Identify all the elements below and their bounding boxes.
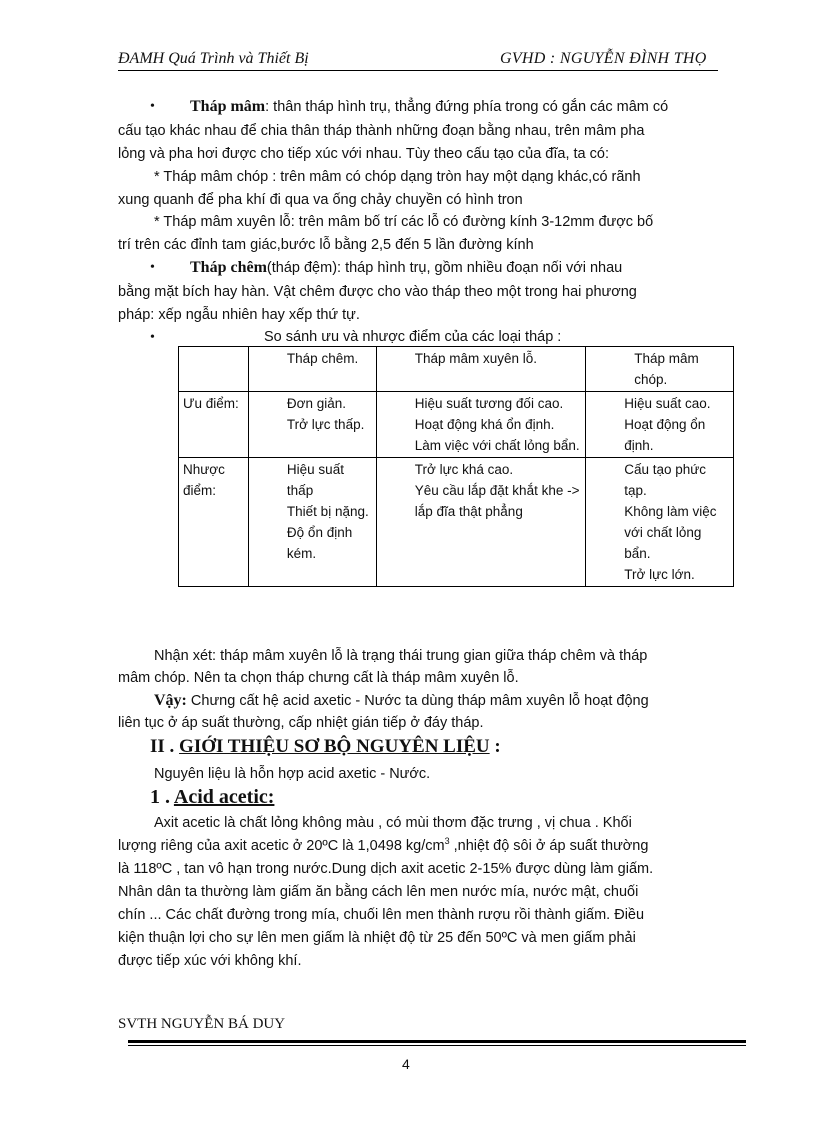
- section-ii-intro: Nguyên liệu là hỗn hợp acid axetic - Nước.: [154, 766, 431, 782]
- para-xuyen-lo-line1: * Tháp mâm xuyên lỗ: trên mâm bố trí các lỗ có đường kính 3-12mm được bố: [154, 214, 654, 230]
- table-cell: Hiệu suất thấp Thiết bị nặng. Độ ổn định kém.: [248, 458, 376, 587]
- acid-line7: được tiếp xúc với không khí.: [118, 953, 302, 969]
- verdict-line1: Vậy: Chưng cất hệ acid axetic - Nước ta dùng tháp mâm xuyên lỗ hoạt động: [154, 692, 649, 709]
- bullet-icon: •: [150, 260, 155, 275]
- table-cell: Trở lực khá cao. Yêu cầu lắp đặt khắt khe -> lắp đĩa thật phẳng: [376, 458, 585, 587]
- section-heading-ii: II . GIỚI THIỆU SƠ BỘ NGUYÊN LIỆU :: [150, 736, 501, 757]
- table-row-label: Nhược điểm:: [179, 458, 249, 587]
- table-header-cell: Tháp chêm.: [248, 347, 376, 392]
- table-cell: Hiệu suất cao. Hoạt động ổn định.: [586, 392, 734, 458]
- acid-line6: kiện thuận lợi cho sự lên men giấm là nhiệt độ từ 25 đến 50ºC và men giấm phải: [118, 930, 636, 946]
- footer-divider-thin: [128, 1045, 746, 1046]
- para-thap-chem-line3: pháp: xếp ngẫu nhiên hay xếp thứ tự.: [118, 307, 360, 323]
- bullet-icon: •: [150, 99, 155, 114]
- table-row: [179, 392, 734, 458]
- table-row: [179, 458, 734, 587]
- comparison-table: [178, 346, 734, 587]
- table-header-cell: Tháp mâm xuyên lỗ.: [376, 347, 585, 392]
- header-course: ĐAMH Quá Trình và Thiết Bị: [118, 50, 309, 67]
- table-header-cell: [179, 347, 249, 392]
- para-thap-chem-line1: Tháp chêm(tháp đệm): tháp hình trụ, gồm nhiều đoạn nối với nhau: [190, 259, 623, 276]
- comparison-caption: So sánh ưu và nhược điểm của các loại tháp :: [264, 329, 562, 345]
- verdict-label: Vậy:: [154, 692, 187, 709]
- acid-line5: chín ... Các chất đường trong mía, chuối lên men thành rượu rồi thành giấm. Điều: [118, 907, 645, 923]
- acid-line1: Axit acetic là chất lỏng không màu , có mùi thơm đặc trưng , vị chua . Khối: [154, 815, 632, 831]
- acid-line4: Nhân dân ta thường làm giấm ăn bằng cách lên men nước mía, nước mật, chuối: [118, 884, 639, 900]
- para-thap-chem-line2: bằng mặt bích hay hàn. Vật chêm được cho vào tháp theo một trong hai phương: [118, 284, 637, 300]
- header-divider: [118, 70, 718, 71]
- verdict-line2: liên tục ở áp suất thường, cấp nhiệt gián tiếp ở đáy tháp.: [118, 715, 484, 731]
- term-thap-mam: Tháp mâm: [190, 98, 266, 115]
- remark-line1: Nhận xét: tháp mâm xuyên lỗ là trạng thái trung gian giữa tháp chêm và tháp: [154, 648, 648, 664]
- table-cell: Hiệu suất tương đối cao. Hoạt động khá ổn định. Làm việc với chất lỏng bẩn.: [376, 392, 585, 458]
- table-header-row: [179, 347, 734, 392]
- para-xuyen-lo-line2: trí trên các đỉnh tam giác,bước lỗ bằng 2,5 đến 5 lần đường kính: [118, 237, 534, 253]
- footer-divider-thick: [128, 1040, 746, 1043]
- header-instructor: GVHD : NGUYỄN ĐÌNH THỌ: [500, 50, 707, 67]
- remark-line2: mâm chóp. Nên ta chọn tháp chưng cất là tháp mâm xuyên lỗ.: [118, 670, 519, 686]
- para-thap-mam-line3: lỏng và pha hơi được cho tiếp xúc với nhau. Tùy theo cấu tạo của đĩa, ta có:: [118, 146, 609, 162]
- term-thap-chem: Tháp chêm: [190, 259, 267, 276]
- table-cell: Đơn giản. Trở lực thấp.: [248, 392, 376, 458]
- para-thap-mam-line1: Tháp mâm: thân tháp hình trụ, thẳng đứng phía trong có gắn các mâm có: [190, 98, 669, 115]
- table-header-cell: Tháp mâm chóp.: [586, 347, 734, 392]
- footer-student: SVTH NGUYỄN BÁ DUY: [118, 1016, 286, 1032]
- section-heading-acid-acetic: 1 . Acid acetic:: [150, 786, 275, 808]
- table-row-label: Ưu điểm:: [179, 392, 249, 458]
- para-mam-chop-line2: xung quanh để pha khí đi qua va ống chảy chuyền có hình tron: [118, 192, 523, 208]
- table-cell: Cấu tạo phức tạp. Không làm việc với chất lỏng bẩn. Trở lực lớn.: [586, 458, 734, 587]
- acid-line2: lượng riêng của axit acetic ở 20ºC là 1,0498 $kg/cm^3$ ,nhiệt độ sôi ở áp suất thường: [118, 836, 649, 854]
- acid-line3: là 118ºC , tan vô hạn trong nước.Dung dịch axit acetic 2-15% được dùng làm giấm.: [118, 861, 654, 877]
- para-thap-mam-line2: cấu tạo khác nhau để chia thân tháp thành những đoạn bằng nhau, trên mâm pha: [118, 123, 645, 139]
- bullet-icon: •: [150, 330, 155, 345]
- page-number: 4: [402, 1056, 410, 1072]
- para-mam-chop-line1: * Tháp mâm chóp : trên mâm có chóp dạng tròn hay một dạng khác,có rãnh: [154, 169, 641, 185]
